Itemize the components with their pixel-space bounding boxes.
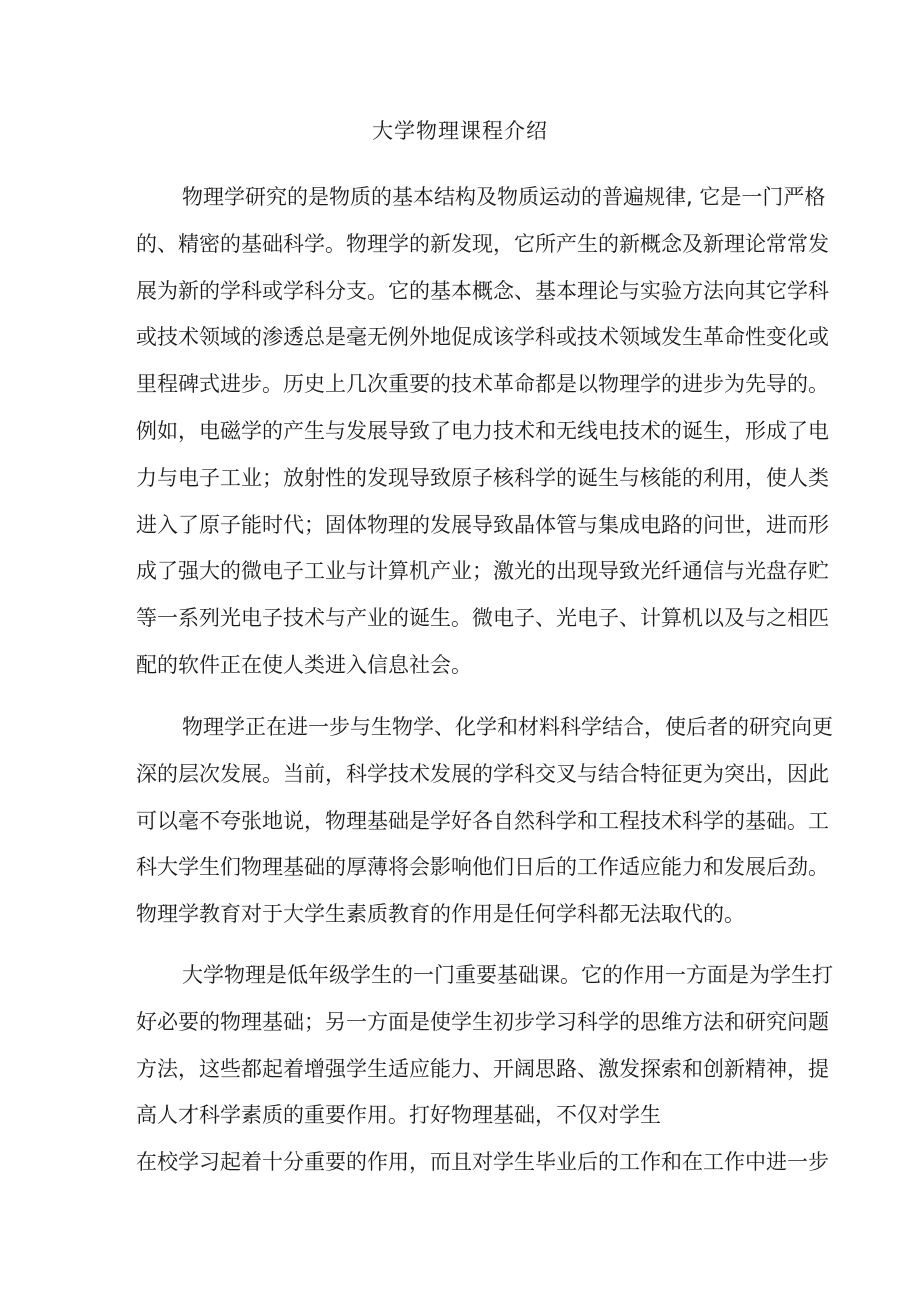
paragraph-line: 展为新的学科或学科分支。它的基本概念、基本理论与实验方法向其它学科 [136, 278, 829, 303]
document-title: 大学物理课程介绍 [372, 119, 548, 143]
paragraph-line: 配的软件正在使人类进入信息社会。 [136, 652, 472, 677]
paragraph-line: 成了强大的微电子工业与计算机产业；激光的出现导致光纤通信与光盘存贮 [136, 559, 829, 584]
paragraph-line: 里程碑式进步。历史上几次重要的技术革命都是以物理学的进步为先导的。 [136, 372, 829, 397]
paragraph-line: 的、精密的基础科学。物理学的新发现，它所产生的新概念及新理论常常发 [136, 231, 829, 256]
paragraph-line: 好必要的物理基础；另一方面是使学生初步学习科学的思维方法和研究问题 [136, 1009, 829, 1034]
paragraph-line: 科大学生们物理基础的厚薄将会影响他们日后的工作适应能力和发展后劲。 [136, 855, 829, 880]
paragraph-line: 大学物理是低年级学生的一门重要基础课。它的作用一方面是为学生打 [182, 963, 833, 987]
paragraph-1 [136, 174, 829, 689]
paragraph-line: 物理学研究的是物质的基本结构及物质运动的普遍规律, 它是一门严格 [182, 185, 826, 209]
paragraph-line: 例如，电磁学的产生与发展导致了电力技术和无线电技术的诞生，形成了电 [136, 418, 829, 443]
paragraph-2 [136, 704, 833, 938]
paragraph-line: 物理学教育对于大学生素质教育的作用是任何学科都无法取代的。 [136, 902, 745, 927]
paragraph-line: 物理学正在进一步与生物学、化学和材料科学结合，使后者的研究向更 [182, 715, 833, 739]
paragraph-line: 可以毫不夸张地说，物理基础是学好各自然科学和工程技术科学的基础。工 [136, 808, 829, 833]
paragraph-line: 力与电子工业；放射性的发现导致原子核科学的诞生与核能的利用，使人类 [136, 465, 829, 490]
paragraph-line: 等一系列光电子技术与产业的诞生。微电子、光电子、计算机以及与之相匹 [136, 606, 829, 631]
paragraph-line: 方法，这些都起着增强学生适应能力、开阔思路、激发探索和创新精神，提 [136, 1056, 829, 1081]
paragraph-line: 进入了原子能时代；固体物理的发展导致晶体管与集成电路的问世，进而形 [136, 512, 829, 537]
paragraph-line: 深的层次发展。当前，科学技术发展的学科交叉与结合特征更为突出，因此 [136, 761, 829, 786]
paragraph-3 [136, 952, 833, 1186]
paragraph-line: 高人才科学素质的重要作用。打好物理基础，不仅对学生 [136, 1103, 661, 1128]
paragraph-line: 或技术领域的渗透总是毫无例外地促成该学科或技术领域发生革命性变化或 [136, 325, 829, 350]
paragraph-line: 在校学习起着十分重要的作用，而且对学生毕业后的工作和在工作中进一步 [136, 1150, 829, 1175]
